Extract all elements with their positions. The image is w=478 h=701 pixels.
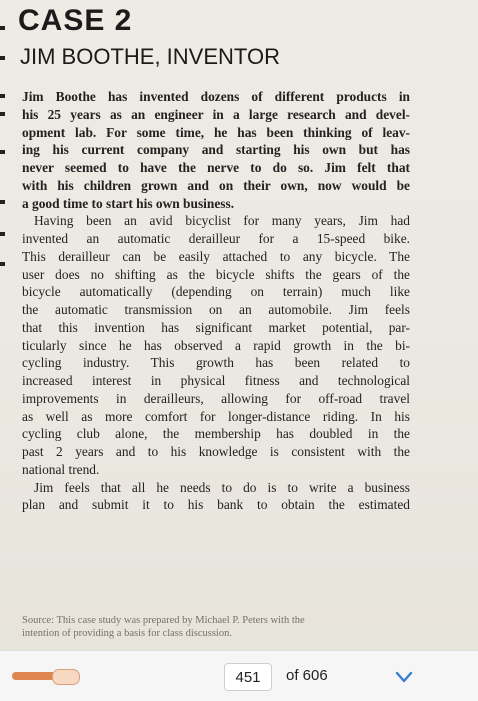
text-line: national trend. — [22, 461, 100, 477]
paragraph-3 — [22, 479, 410, 515]
case-body-text — [22, 88, 410, 514]
case-title-heading: JIM BOOTHE, INVENTOR — [20, 44, 280, 69]
page-scrubber-progress — [12, 672, 57, 680]
source-footnote — [22, 614, 410, 640]
text-line: Jim Boothe has invented dozens of different products in — [22, 89, 410, 104]
text-line: never seemed to have the nerve to do so. Jim felt that — [22, 160, 410, 175]
current-page-field[interactable]: 451 — [224, 663, 272, 691]
text-line: Having been an avid bicyclist for many years, Jim had — [34, 213, 410, 229]
text-line: the automatic transmission on an automobile. Jim feels — [22, 302, 410, 317]
source-footnote-line: Source: This case study was prepared by Michael P. Peters with the — [22, 615, 305, 626]
total-pages-label: of 606 — [286, 667, 328, 684]
text-line: ticularly since he has observed a rapid growth in the bi- — [22, 337, 410, 353]
page-scrubber-thumb[interactable] — [52, 669, 80, 685]
text-line: Jim feels that all he needs to do is to write a business — [34, 479, 410, 495]
text-line: increased interest in physical fitness and technological — [22, 373, 410, 388]
text-line: This derailleur can be easily attached to any bicycle. The — [22, 248, 410, 264]
text-line: that this invention has significant market potential, par- — [22, 319, 410, 335]
reader-navigation-bar — [0, 650, 478, 701]
text-line: user does no shifting as the bicycle shifts the gears of the — [22, 266, 410, 282]
text-line: opment lab. For some time, he has been thinking of leav- — [22, 124, 410, 140]
text-line: cycling club alone, the membership has doubled in the — [22, 426, 410, 442]
text-line: with his children grown and on their own, now would be — [22, 177, 410, 193]
text-line: past 2 years and to his knowledge is consistent with the — [22, 444, 410, 459]
text-line: his 25 years as an engineer in a large research and devel- — [22, 106, 410, 122]
text-line: cycling industry. This growth has been related to — [22, 355, 410, 371]
text-line: bicycle automatically (depending on terrain) much like — [22, 284, 410, 300]
text-line: invented an automatic derailleur for a 15-speed bike. — [22, 231, 410, 246]
paragraph-1 — [22, 88, 410, 212]
source-footnote-line: intention of providing a basis for class discussion. — [22, 628, 232, 639]
text-line: as well as more comfort for longer-distance riding. In his — [22, 408, 410, 424]
text-line: plan and submit it to his bank to obtain the estimated — [22, 497, 410, 513]
chevron-down-icon[interactable] — [393, 667, 415, 687]
case-number-heading: CASE 2 — [18, 4, 133, 37]
paragraph-2 — [22, 212, 410, 478]
text-line: a good time to start his own business. — [22, 195, 235, 211]
text-line: ing his current company and starting his own but has — [22, 142, 410, 158]
page-edge-marks — [0, 0, 8, 650]
text-line: improvements in derailleurs, allowing for off-road travel — [22, 390, 410, 406]
